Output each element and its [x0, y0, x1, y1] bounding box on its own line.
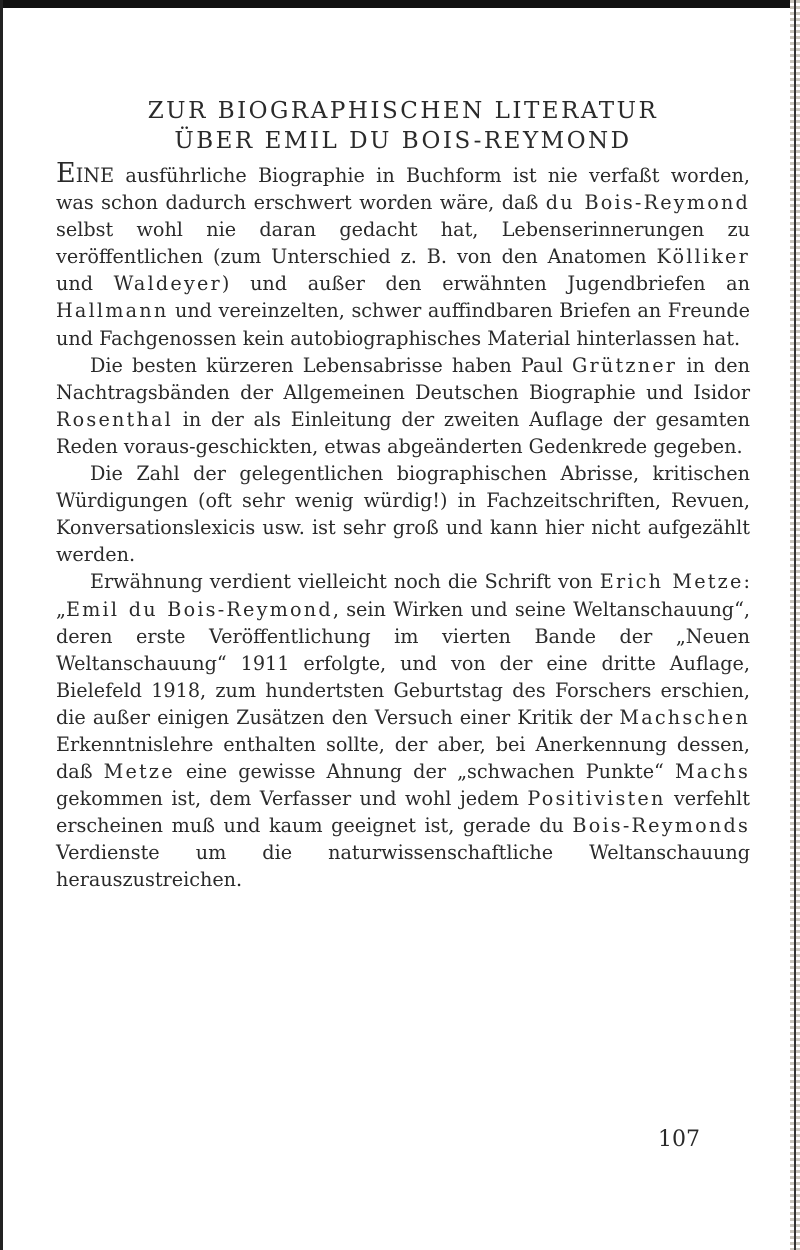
chapter-title-line-1: ZUR BIOGRAPHISCHEN LITERATUR: [147, 98, 659, 124]
spaced-name: Grützner: [572, 353, 678, 377]
paragraph-3: Die Zahl der gelegentlichen biographischen Abrisse, kritischen Würdigungen (oft sehr wenig würdig!) in Fachzeitschriften, Revuen, Konversationslexicis usw. ist sehr groß und kann hier nicht aufgezählt werden.: [56, 462, 750, 567]
spaced-name: du Bois-Reymond: [545, 191, 750, 215]
spaced-name: Waldeyer: [113, 272, 222, 296]
paragraph-2-text-a: Die besten kürzeren Lebensabrisse haben Paul: [90, 353, 573, 377]
spaced-name: Emil du Bois-Reymond: [65, 597, 333, 621]
spaced-name: Positivisten: [527, 787, 666, 811]
paragraph-1-text-b: selbst wohl nie daran gedacht hat, Lebenserinnerungen zu veröffentlichen (zum Unterschied z. B. von den Anatomen: [56, 218, 750, 269]
spaced-name: Machs: [674, 760, 750, 784]
book-page: [56, 96, 750, 894]
paragraph-1-text-d: ) und außer den erwähnten Jugendbriefen an: [221, 272, 750, 296]
paragraph-4-text-d: Erkenntnislehre enthalten sollte, der aber, bei Anerkennung dessen, daß: [56, 732, 750, 784]
spaced-name: Metze: [103, 760, 175, 784]
chapter-title: [56, 96, 750, 156]
drop-capital: E: [56, 158, 76, 189]
book-spine-edge: [790, 0, 800, 1250]
paragraph-1-text-a: INE ausführliche Biographie in Buchform ist nie verfaßt worden, was schon dadurch erschwert worden wäre, daß: [56, 164, 750, 215]
spaced-name: Erich Metze: [599, 570, 744, 594]
paragraph-4-text-b: : „: [56, 570, 750, 621]
spaced-name: Machschen: [619, 705, 750, 729]
paragraph-4-text-h: Verdienste um die naturwissenschaftliche Weltanschauung herauszustreichen.: [56, 841, 750, 892]
spaced-name: Bois-Reymonds: [572, 814, 750, 838]
paragraph-2-text-b: in den Nachtragsbänden der Allgemeinen Deutschen Biographie und Isidor: [56, 353, 750, 404]
paragraph-4-text-c: , sein Wirken und seine Weltanschauung“, deren erste Veröffentlichung im vierten Bande der „Neuen Weltanschauung“ 1911 erfolgte, und von der eine dritte Auflage, Bielefeld 1918, zum hundertsten Geburtstag des Forschers erschien, die außer einigen Zusätzen den Versuch einer Kritik der: [56, 597, 750, 729]
paragraph-2: [56, 352, 750, 460]
scan-top-edge: [0, 0, 800, 8]
paragraph-4: [56, 568, 750, 893]
page-number: 107: [658, 1127, 700, 1152]
paragraph-2-text-c: in der als Einleitung der zweiten Auflage der gesamten Reden voraus-geschickten, etwas abgeänderten Gedenkrede gegeben.: [56, 407, 750, 458]
paragraph-1: [56, 160, 750, 352]
scan-left-edge: [0, 0, 3, 1250]
chapter-title-line-2: ÜBER EMIL DU BOIS-REYMOND: [174, 128, 632, 154]
paragraph-1-text-c: und: [56, 272, 114, 296]
spaced-name: Rosenthal: [56, 407, 174, 431]
paragraph-4-text-g: verfehlt erscheinen muß und kaum geeignet ist, gerade du: [56, 787, 750, 838]
paragraph-4-text-e: eine gewisse Ahnung der „schwachen Punkte“: [174, 760, 675, 784]
spaced-name: Hallmann: [56, 299, 169, 323]
paragraph-1-text-e: und vereinzelten, schwer auffindbaren Briefen an Freunde und Fachgenossen kein autobiographisches Material hinterlassen hat.: [56, 299, 750, 350]
paragraph-4-text-f: gekommen ist, dem Verfasser und wohl jedem: [56, 787, 528, 811]
body-text: [56, 160, 750, 894]
spaced-name: Kölliker: [656, 245, 750, 269]
paragraph-4-text-a: Erwähnung verdient vielleicht noch die Schrift von: [90, 570, 600, 594]
